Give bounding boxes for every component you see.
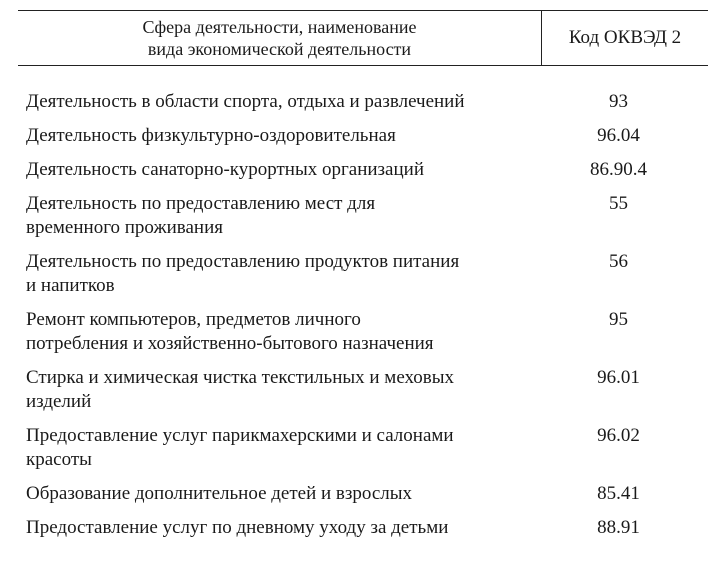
activity-name-line: Деятельность физкультурно-оздоровительная — [26, 125, 396, 146]
activity-name-line: и напитков — [26, 275, 115, 296]
okved-code: 56 — [609, 251, 628, 272]
activity-name-line: Деятельность санаторно-курортных организаций — [26, 159, 424, 180]
table-row — [26, 516, 706, 540]
activity-name — [26, 124, 531, 148]
activity-name — [26, 250, 531, 298]
okved-code: 86.90.4 — [590, 159, 647, 180]
table-row — [26, 250, 706, 298]
table-row — [26, 308, 706, 356]
activity-name-line: красоты — [26, 449, 92, 470]
okved-code: 96.01 — [597, 367, 640, 388]
activity-name — [26, 516, 531, 540]
activity-name — [26, 482, 531, 506]
activity-name-line: Образование дополнительное детей и взрослых — [26, 483, 413, 504]
activity-name-line: временного проживания — [26, 217, 223, 238]
activity-name — [26, 192, 531, 240]
table-row — [26, 366, 706, 414]
okved-code: 95 — [609, 309, 628, 330]
header-activity-line-2: вида экономической деятельности — [147, 39, 412, 59]
activity-name-line: Деятельность в области спорта, отдыха и развлечений — [26, 91, 465, 112]
table-row — [26, 158, 706, 182]
activity-name-line: Деятельность по предоставлению мест для — [26, 193, 376, 214]
okved-code: 55 — [609, 193, 628, 214]
activity-name-line: Предоставление услуг парикмахерскими и салонами — [26, 425, 454, 446]
header-code-column — [542, 11, 708, 65]
activity-name-line: Стирка и химическая чистка текстильных и меховых — [26, 367, 455, 388]
table-row — [26, 482, 706, 506]
header-code-label: Код ОКВЭД 2 — [568, 27, 682, 48]
activity-name-line: потребления и хозяйственно-бытового назначения — [26, 333, 434, 354]
header-activity-column — [18, 11, 542, 65]
activity-name — [26, 158, 531, 182]
table-body — [26, 90, 706, 550]
activity-name — [26, 308, 531, 356]
okved-code: 88.91 — [597, 517, 640, 538]
activity-name — [26, 424, 531, 472]
okved-code: 96.02 — [597, 425, 640, 446]
activity-name — [26, 90, 531, 114]
activity-name-line: Деятельность по предоставлению продуктов питания — [26, 251, 460, 272]
header-activity-line-1: Сфера деятельности, наименование — [142, 17, 417, 37]
okved-code: 85.41 — [597, 483, 640, 504]
table-row — [26, 90, 706, 114]
activity-name-line: Предоставление услуг по дневному уходу за детьми — [26, 517, 449, 538]
table-row — [26, 192, 706, 240]
activity-name-line: изделий — [26, 391, 92, 412]
activity-name — [26, 366, 531, 414]
okved-code: 96.04 — [597, 125, 640, 146]
okved-code: 93 — [609, 91, 628, 112]
table-header — [18, 10, 708, 66]
activity-name-line: Ремонт компьютеров, предметов личного — [26, 309, 361, 330]
table-row — [26, 424, 706, 472]
table-row — [26, 124, 706, 148]
